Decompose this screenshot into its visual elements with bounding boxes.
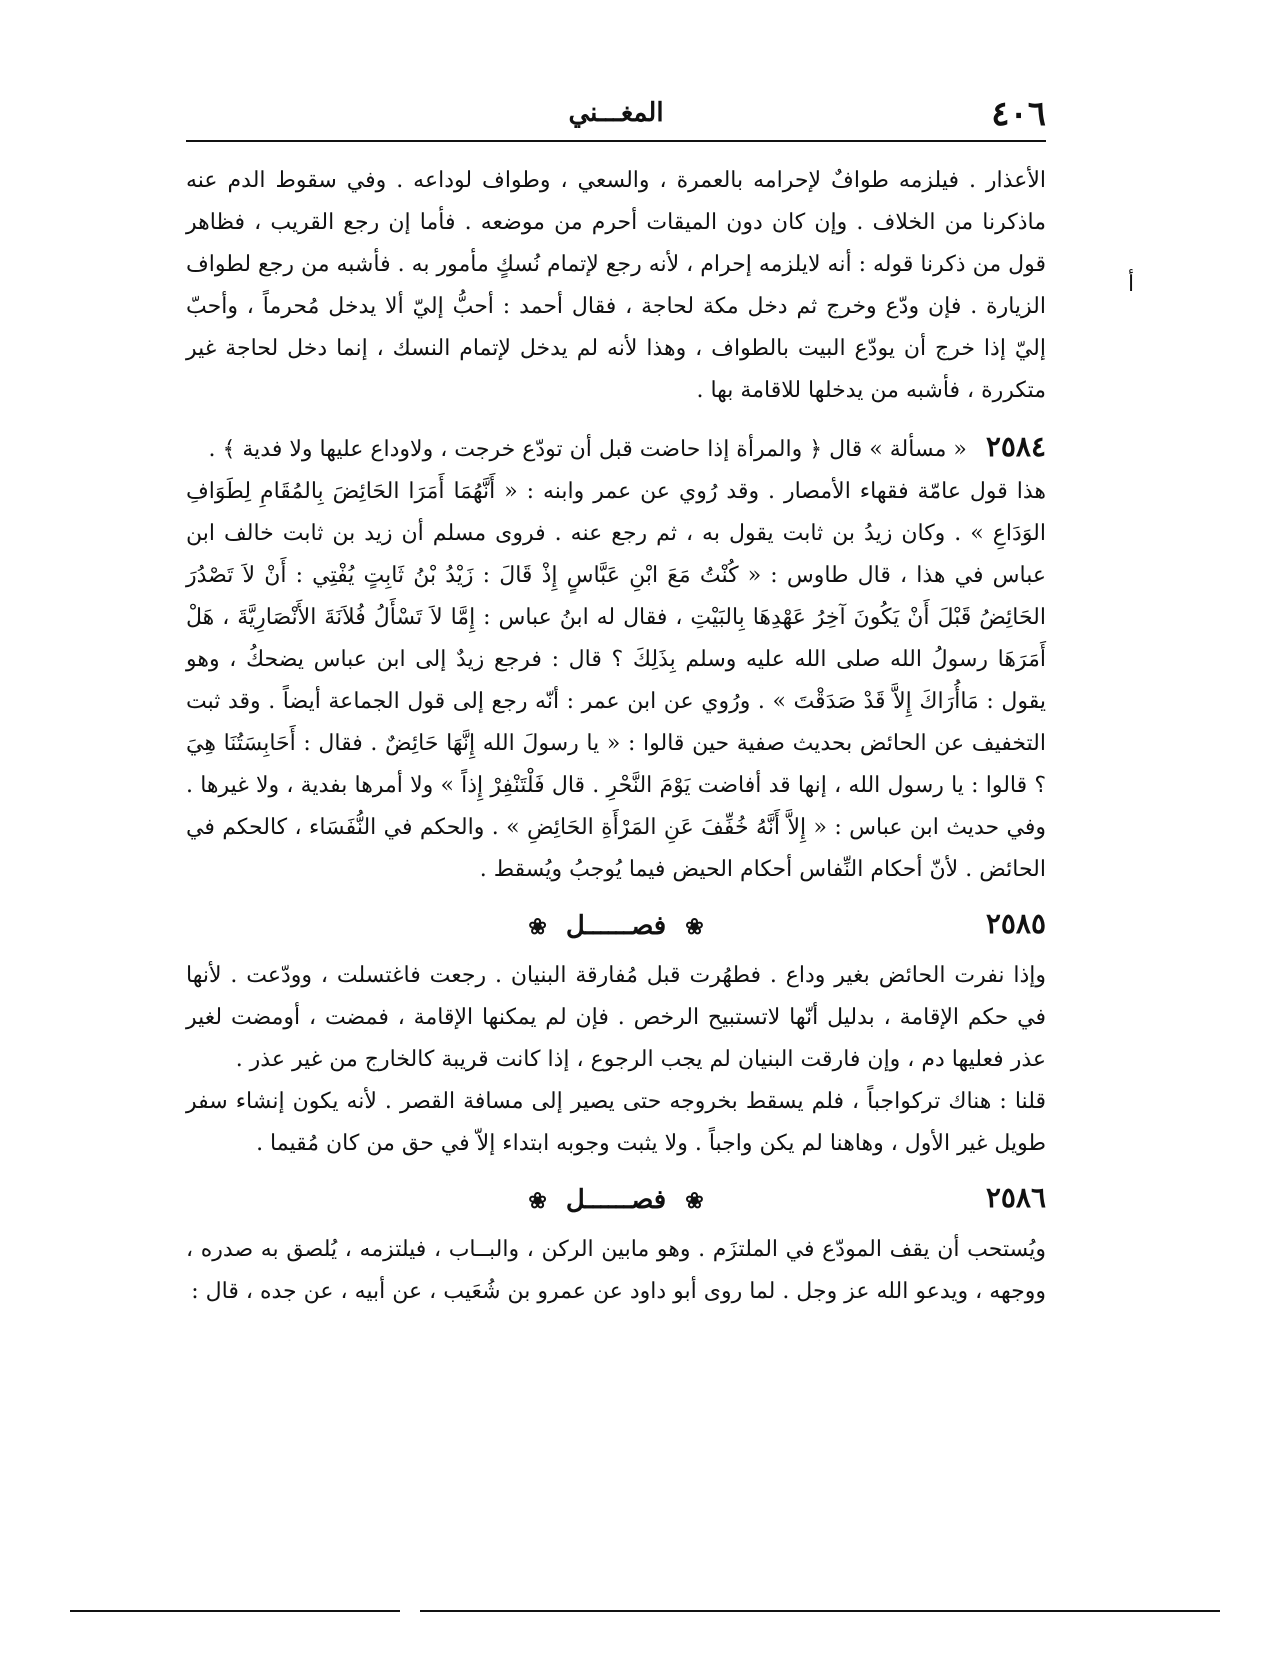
section-heading-2586: [186, 1173, 1046, 1225]
ornament-icon: ❀: [528, 914, 547, 940]
running-title: المغـــني: [568, 98, 664, 128]
section-number: ٢٥٨٥: [985, 907, 1046, 940]
issue-heading-text: « مسألة » قال ﴿ والمرأة إذا حاضت قبل أن تودّع خرجت ، ولاوداع عليها ولا فدية ﴾ .: [208, 437, 967, 462]
ornament-icon: ❀: [528, 1188, 547, 1214]
footer-rule: [70, 1610, 1220, 1612]
main-text: [186, 160, 1046, 1313]
section-title: [186, 1179, 1046, 1222]
footer-rule-right: [420, 1610, 1220, 1612]
margin-mark: أ: [1128, 272, 1135, 297]
issue-body: هذا قول عامّة فقهاء الأمصار . وقد رُوي عن عمر وابنه : « أَنَّهُمَا أَمَرَا الحَائِضَ بِالمُقَامِ لِطَوَافِ الوَدَاعِ » . وكان زيدُ بن ثابت يقول به ، ثم رجع عنه . فروى مسلم أن زيد بن ثابت خالف ابن عباس في هذا ، قال طاوس : « كُنْتُ مَعَ ابْنِ عَبَّاسٍ إِذْ قَالَ : زَيْدُ بْنُ ثَابِتٍ يُفْتِي : أَنْ لاَ تَصْدُرَ الحَائِضُ قَبْلَ أَنْ يَكُونَ آخِرُ عَهْدِهَا بِالبَيْتِ ، فقال له ابنُ عباس : إِمَّا لاَ تَسْأَلُ فُلاَنَةَ الأَنْصَارِيَّةَ ، هَلْ أَمَرَهَا رسولُ الله صلى الله عليه وسلم بِذَلِكَ ؟ قال : فرجع زيدٌ إلى ابن عباس يضحكُ ، وهو يقول : مَاأُرَاكَ إِلاَّ قَدْ صَدَقْتَ » . ورُوي عن ابن عمر : أنّه رجع إلى قول الجماعة أيضاً . وقد ثبت التخفيف عن الحائض بحديث صفية حين قالوا : « يا رسولَ الله إِنَّهَا حَائِضٌ . فقال : أَحَابِسَتُنَا هِيَ ؟ قالوا : يا رسول الله ، إنها قد أفاضت يَوْمَ النَّحْرِ . قال فَلْتَنْفِرْ إِذاً » ولا أمرها بفدية ، ولا غيرها . وفي حديث ابن عباس : « إِلاَّ أَنَّهُ خُفِّفَ عَنِ المَرْأَةِ الحَائِضِ » . والحكم في النُّفَسَاء ، كالحكم في الحائض . لأنّ أحكام النِّفاس أحكام الحيض فيما يُوجبُ ويُسقط .: [186, 479, 1046, 882]
issue-2584: [186, 426, 1046, 891]
issue-number: ٢٥٨٤: [985, 430, 1046, 463]
section-title: [186, 905, 1046, 948]
section-paragraph: قلنا : هناك تركواجباً ، فلم يسقط بخروجه حتى يصير إلى مسافة القصر . لأنه يكون إنشاء سفر طويل غير الأول ، وهاهنا لم يكن واجباً . ولا يثبت وجوبه ابتداء إلاّ في حق من كان مُقيما .: [186, 1089, 1046, 1156]
section-paragraph: ويُستحب أن يقف المودّع في الملتزَم . وهو مابين الركن ، والبــاب ، فيلتزمه ، يُلصق به صدره ، ووجهه ، ويدعو الله عز وجل . لما روى أبو داود عن عمرو بن شُعَيب ، عن أبيه ، عن جده ، قال :: [186, 1237, 1046, 1304]
page-header: [186, 92, 1046, 140]
ornament-icon: ❀: [685, 1188, 704, 1214]
page-number: ٤٠٦: [991, 94, 1046, 134]
issue-heading: [186, 426, 1046, 471]
header-rule: [186, 140, 1046, 142]
section-heading-2585: [186, 899, 1046, 951]
footer-rule-left: [70, 1610, 400, 1612]
section-title-text: فصــــــل: [565, 1185, 667, 1215]
ornament-icon: ❀: [685, 914, 704, 940]
paragraph-continuation: الأعذار . فيلزمه طوافٌ لإحرامه بالعمرة ، والسعي ، وطواف لوداعه . وفي سقوط الدم عنه ماذكرنا من الخلاف . وإن كان دون الميقات أحرم من موضعه . فأما إن رجع القريب ، فظاهر قول من ذكرنا قوله : أنه لايلزمه إحرام ، لأنه رجع لإتمام نُسكٍ مأمور به . فأشبه من رجع لطواف الزيارة . فإن ودّع وخرج ثم دخل مكة لحاجة ، فقال أحمد : أحبُّ إليّ ألا يدخل مُحرماً ، وأحبّ إليّ إذا خرج أن يودّع البيت بالطواف ، وهذا لأنه لم يدخل لإتمام النسك ، إنما دخل لحاجة غير متكررة ، فأشبه من يدخلها للاقامة بها .: [186, 168, 1046, 403]
section-title-text: فصــــــل: [565, 911, 667, 941]
section-number: ٢٥٨٦: [985, 1181, 1046, 1214]
section-paragraph: وإذا نفرت الحائض بغير وداع . فطهُرت قبل مُفارقة البنيان . رجعت فاغتسلت ، وودّعت . لأنها في حكم الإقامة ، بدليل أنّها لاتستبيح الرخص . فإن لم يمكنها الإقامة ، فمضت ، أومضت لغير عذر فعليها دم ، وإن فارقت البنيان لم يجب الرجوع ، إذا كانت قريبة كالخارج من غير عذر .: [186, 963, 1046, 1072]
